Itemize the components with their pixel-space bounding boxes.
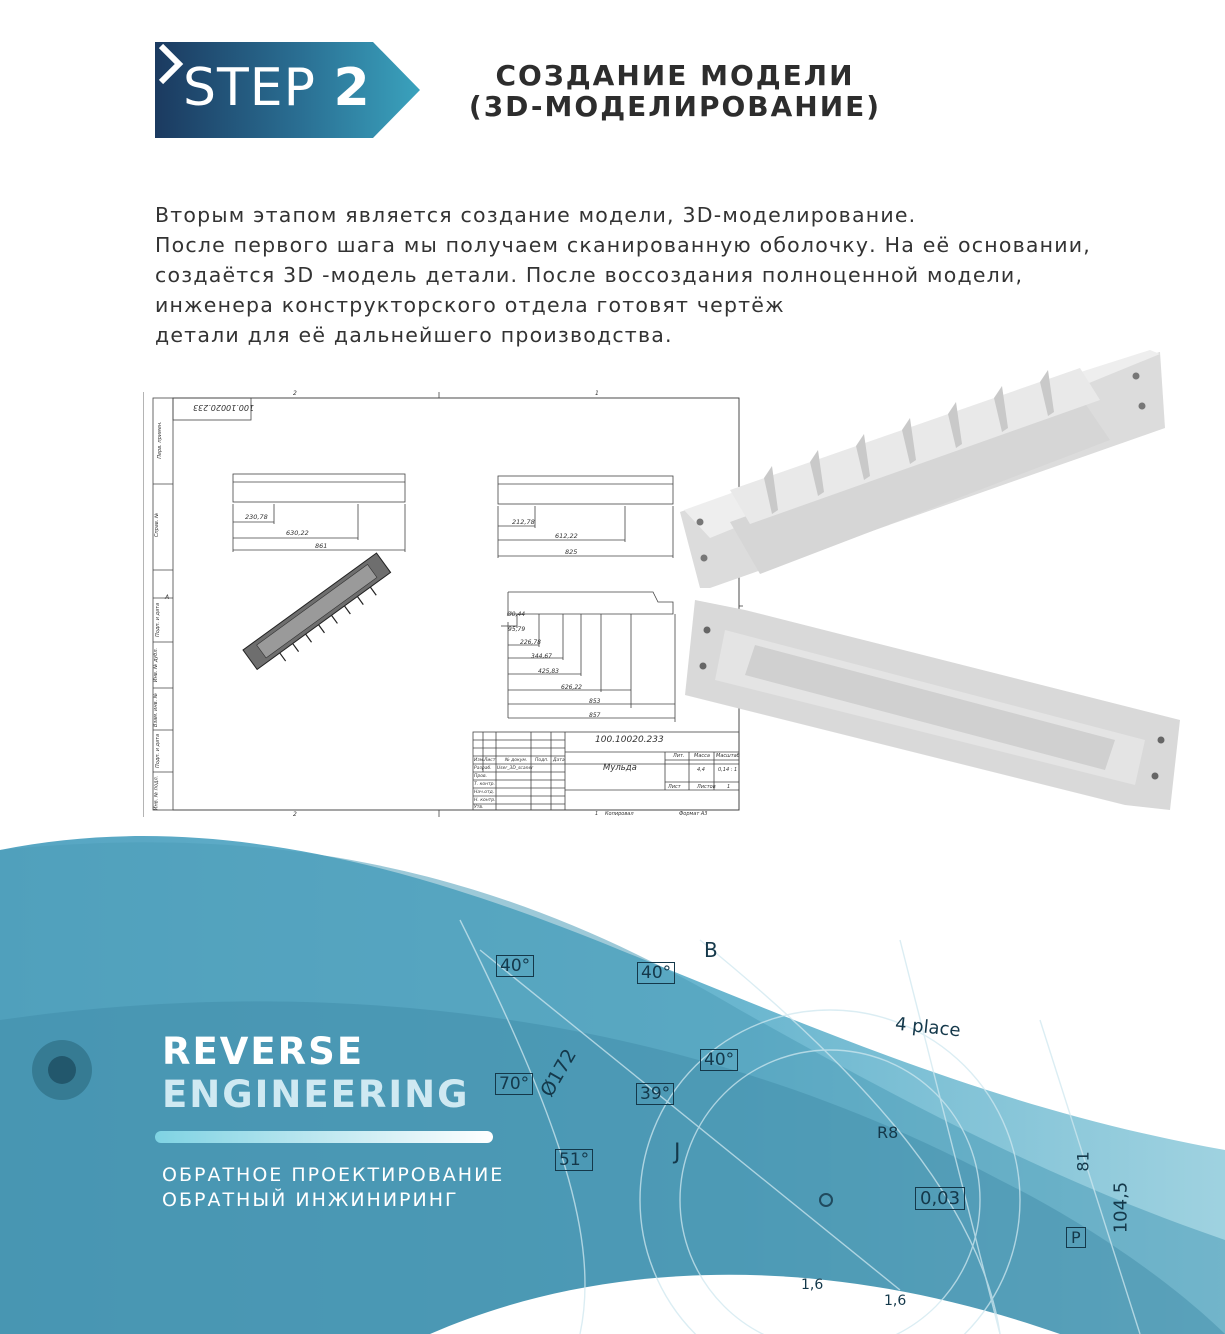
title-cell: Масса: [694, 753, 710, 759]
title-cell: Нач.отд.: [474, 790, 495, 795]
dimension-label: 81: [1073, 1151, 1093, 1172]
dimension-label: Ø0,44: [507, 611, 526, 618]
dimension-label: 630,22: [286, 529, 309, 537]
dimension-label: 212,78: [512, 518, 535, 526]
dimension-label: 857: [589, 712, 601, 719]
format-label: Формат А3: [679, 811, 708, 817]
side-label: Взам. инв. №: [152, 693, 159, 727]
title-cell: Подп.: [535, 758, 549, 763]
designation: 100.10020.233: [595, 735, 664, 745]
part-name: Мульда: [603, 763, 637, 773]
dimension-label: 425,83: [538, 668, 559, 675]
intro-line: детали для её дальнейшего производства.: [155, 323, 673, 347]
title-cell: 4,4: [697, 767, 705, 773]
intro-paragraph: [155, 200, 1155, 350]
zone-label: 1: [595, 390, 599, 397]
banner-title-line-2: ENGINEERING: [162, 1073, 470, 1116]
dimension-label: 226,78: [520, 639, 541, 646]
datum-label: P: [1066, 1227, 1086, 1248]
angle-label: 39°: [636, 1083, 674, 1105]
title-cell: User_3D_scaner: [497, 766, 534, 771]
technical-drawing: [143, 392, 743, 817]
side-label: Подп. и дата: [155, 733, 162, 769]
angle-label: 40°: [496, 955, 534, 977]
title-cell: Н. контр.: [474, 798, 496, 803]
dimension-label: 95,79: [508, 626, 526, 633]
page-title-line-1: СОЗДАНИЕ МОДЕЛИ: [495, 59, 855, 92]
roughness-label: 1,6: [801, 1277, 824, 1293]
title-cell: Разраб.: [474, 766, 492, 771]
section-label: J: [674, 1140, 681, 1165]
roughness-label: 1,6: [884, 1293, 907, 1309]
dimension-label: 230,78: [245, 513, 268, 521]
title-cell: Дата: [553, 758, 565, 763]
title-cell: 1: [727, 784, 731, 790]
section-label: B: [704, 938, 718, 962]
banner-divider: [155, 1131, 493, 1143]
dimension-label: 853: [589, 698, 601, 705]
angle-label: 70°: [495, 1073, 533, 1095]
note-label: 4 place: [894, 1013, 962, 1042]
title-cell: Масштаб: [716, 753, 740, 759]
chevron-right-icon: [155, 42, 185, 86]
diameter-label: Ø172: [536, 1045, 581, 1101]
intro-line: создаётся 3D -модель детали. После воссоздания полноценной модели,: [155, 263, 1024, 287]
side-label: Инв. № подл.: [153, 775, 160, 811]
side-label: Подп. и дата: [155, 602, 162, 638]
step-label: STEP 2: [183, 58, 371, 118]
side-label: Справ. №: [154, 512, 161, 538]
page-title: [430, 60, 920, 122]
angle-label: 40°: [700, 1049, 738, 1071]
zone-label: 2: [293, 811, 297, 818]
intro-line: После первого шага мы получаем сканированную оболочку. На её основании,: [155, 233, 1092, 257]
step-number: 2: [333, 58, 371, 118]
dimension-label: 612,22: [555, 532, 578, 540]
title-cell: № докум.: [505, 758, 528, 763]
title-cell: Листов: [697, 784, 716, 790]
step-badge: [155, 42, 420, 138]
drawing-code-rotated: 100.10020.233: [193, 403, 255, 412]
tolerance-label: 0,03: [915, 1187, 965, 1210]
side-label: Перв. примен.: [156, 421, 163, 459]
page-title-line-2: (3D-МОДЕЛИРОВАНИЕ): [468, 90, 882, 123]
title-cell: Утв.: [474, 805, 484, 810]
title-cell: Лист: [484, 758, 496, 763]
banner-title: [162, 1030, 470, 1116]
model-render-bottom: [685, 600, 1185, 815]
zone-label: 1: [595, 811, 599, 817]
intro-line: Вторым этапом является создание модели, 3D-моделирование.: [155, 203, 917, 227]
zone-label: 2: [293, 390, 297, 397]
title-cell: 0,14 : 1: [718, 767, 738, 773]
title-cell: Лист: [668, 784, 681, 790]
banner-subtitle-line-2: ОБРАТНЫЙ ИНЖИНИРИНГ: [162, 1189, 459, 1211]
title-cell: Изм.: [474, 758, 485, 763]
banner-subtitle-line-1: ОБРАТНОЕ ПРОЕКТИРОВАНИЕ: [162, 1164, 505, 1186]
angle-label: 51°: [555, 1149, 593, 1171]
dimension-label: 344,67: [531, 653, 552, 660]
model-render-top: [680, 340, 1180, 590]
radius-label: R8: [877, 1123, 899, 1142]
title-cell: Лит.: [673, 753, 685, 759]
banner-title-line-1: REVERSE: [162, 1030, 365, 1073]
drawing-lines: [143, 392, 743, 817]
dimension-label: 861: [315, 542, 328, 550]
title-cell: Пров.: [474, 774, 488, 779]
title-cell: Т. контр.: [474, 782, 495, 787]
dimension-label: 626,22: [561, 684, 582, 691]
banner-subtitle: [162, 1163, 504, 1213]
zone-label: A: [165, 594, 170, 601]
dimension-label: 825: [565, 548, 578, 556]
dimension-label: 104,5: [1110, 1181, 1132, 1234]
copied-label: Копировал: [605, 811, 634, 817]
side-label: Инв. № дубл.: [153, 647, 160, 683]
intro-line: инженера конструкторского отдела готовят чертёж: [155, 293, 785, 317]
angle-label: 40°: [637, 962, 675, 984]
